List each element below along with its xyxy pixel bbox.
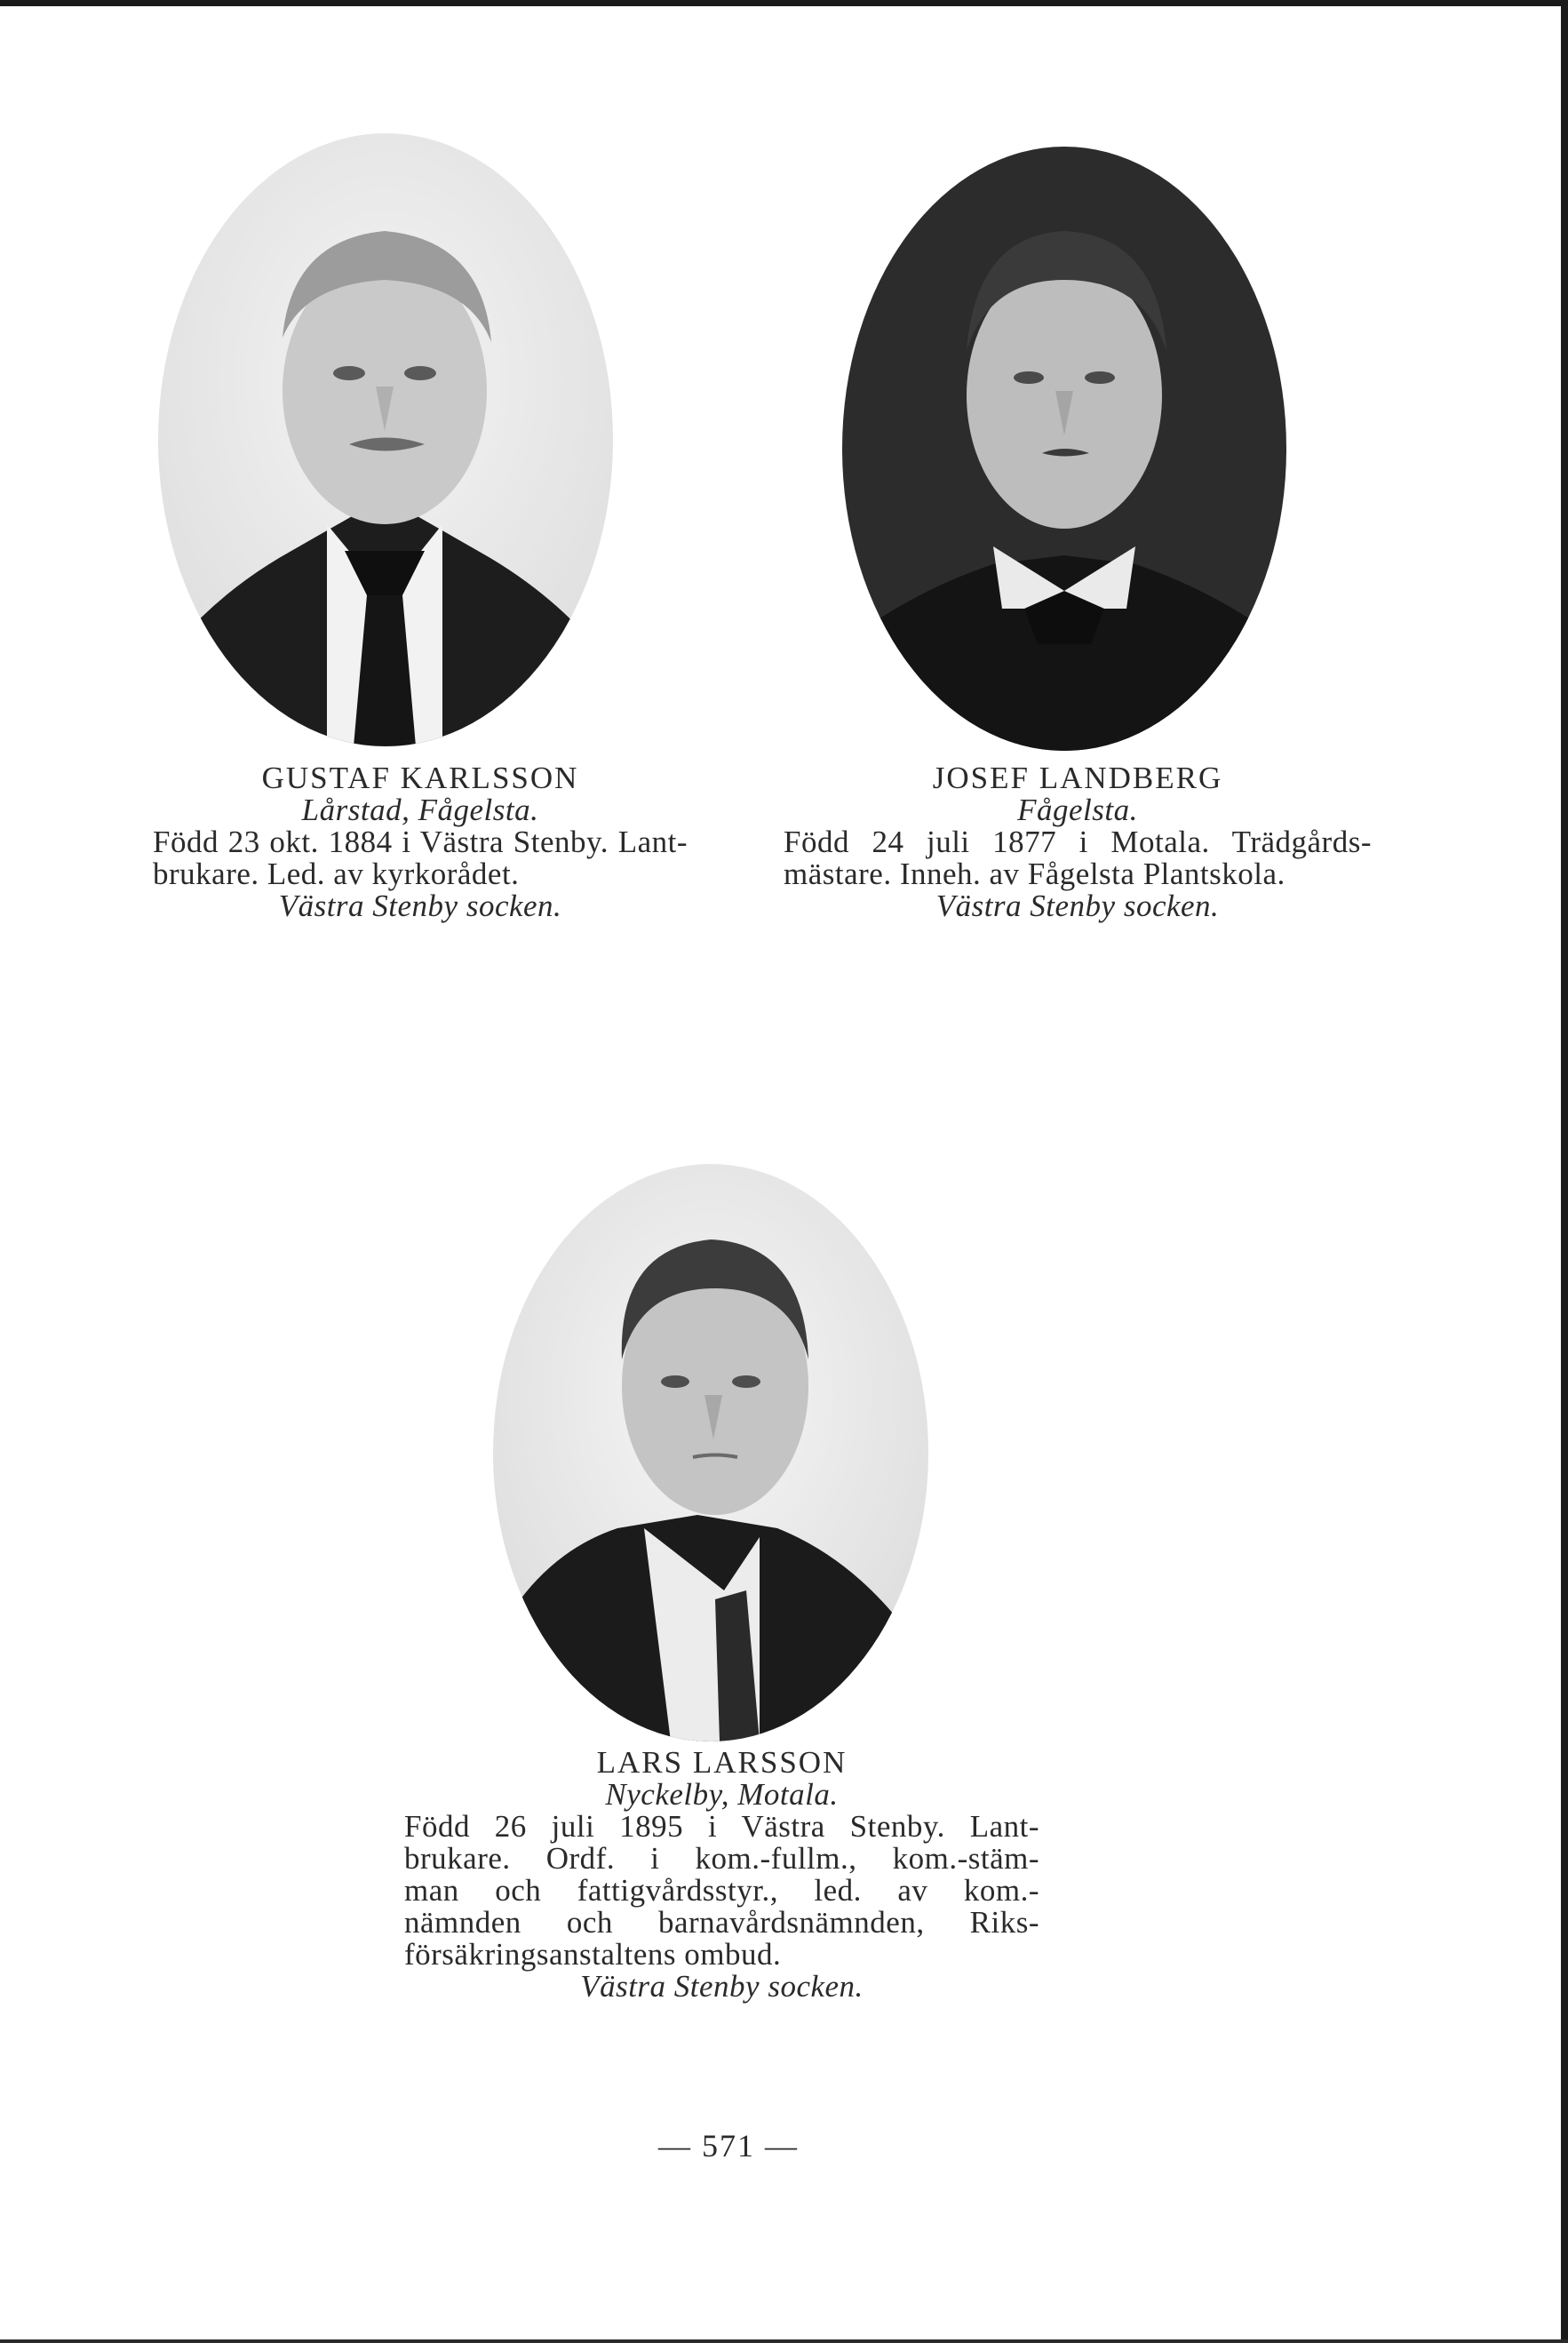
scan-border-bottom (0, 2339, 1568, 2343)
portrait-lars-larsson (493, 1164, 928, 1741)
caption-lars-larsson (404, 1747, 1039, 2003)
caption-josef-landberg (784, 762, 1372, 922)
residence: Nyckelby, Motala. (605, 1777, 839, 1812)
bio-line: Född 26 juli 1895 i Västra Stenby. Lant- (404, 1809, 1039, 1844)
person-name: LARS LARSSON (596, 1745, 848, 1780)
residence: Lårstad, Fågelsta. (301, 793, 539, 827)
scan-border-right (1561, 0, 1568, 2343)
bio-line: brukare. Ordf. i kom.-fullm., kom.-stäm- (404, 1841, 1039, 1876)
parish: Västra Stenby socken. (935, 889, 1220, 923)
scan-border-top (0, 0, 1568, 6)
bio-line: Född 24 juli 1877 i Motala. Trädgårds- (784, 825, 1372, 859)
portrait-josef-landberg (842, 147, 1286, 751)
bio-line: Född 23 okt. 1884 i Västra Stenby. Lant- (153, 825, 688, 859)
caption-gustaf-karlsson (153, 762, 688, 922)
portrait-gustaf-karlsson (158, 133, 613, 746)
parish: Västra Stenby socken. (580, 1969, 864, 2004)
bio-line: nämnden och barnavårdsnämnden, Riks- (404, 1905, 1039, 1940)
person-name: GUSTAF KARLSSON (261, 761, 579, 795)
bio-line: brukare. Led. av kyrkorådet. (153, 857, 520, 891)
bio-line: mästare. Inneh. av Fågelsta Plantskola. (784, 857, 1285, 891)
bio-line: man och fattigvårdsstyr., led. av kom.- (404, 1873, 1039, 1908)
page-number: — 571 — (658, 2128, 799, 2164)
bio-line: försäkringsanstaltens ombud. (404, 1937, 782, 1972)
parish: Västra Stenby socken. (278, 889, 562, 923)
person-name: JOSEF LANDBERG (932, 761, 1223, 795)
residence: Fågelsta. (1017, 793, 1138, 827)
